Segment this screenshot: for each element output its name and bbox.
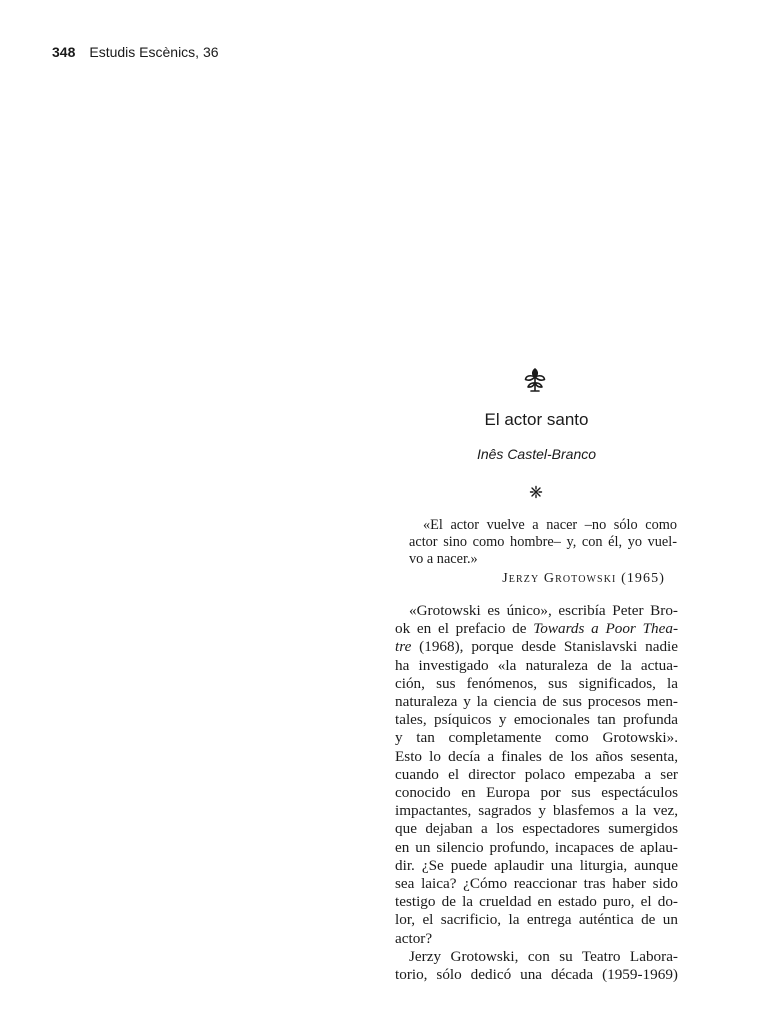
body-line-segment: (1968), porque desde Stanislavski nadie <box>411 638 678 656</box>
epigraph-attribution: Jerzy Grotowski (1965) <box>502 571 665 586</box>
body-line: sea laica? ¿Cómo reaccionar tras haber sido <box>395 875 678 893</box>
body-line: impactantes, sagrados y blasfemos a la vez, <box>395 802 678 820</box>
body-line <box>395 638 678 656</box>
book-title: Towards a Poor Thea- <box>533 620 679 638</box>
body-line: «Grotowski es único», escribía Peter Bro- <box>409 602 678 619</box>
body-line: en un silencio profundo, incapaces de aplau- <box>395 838 678 856</box>
body-line: torio, sólo dedicó una década (1959-1969) <box>395 966 678 984</box>
book-title: tre <box>395 638 412 656</box>
body-line: conocido en Europa por sus espectáculos <box>395 784 678 802</box>
body-text <box>395 602 678 984</box>
journal-name: Estudis Escènics, 36 <box>89 44 219 60</box>
article-title: El actor santo <box>484 410 589 429</box>
asterism-ornament-icon <box>529 485 543 499</box>
epigraph-line: «El actor vuelve a nacer –no sólo como <box>423 517 677 533</box>
epigraph <box>409 517 677 568</box>
body-line: y tan completamente como Grotowski». <box>395 729 678 747</box>
body-line: testigo de la crueldad en estado puro, el do- <box>395 893 678 911</box>
body-line <box>395 620 678 638</box>
body-line: Esto lo decía a finales de los años sesenta, <box>395 747 678 765</box>
body-line-segment: ok en el prefacio de <box>395 620 534 638</box>
body-line: actor? <box>395 929 433 947</box>
page-number: 348 <box>52 44 76 60</box>
article-author: Inês Castel-Branco <box>476 446 597 462</box>
running-head <box>52 44 219 60</box>
body-line: dir. ¿Se puede aplaudir una liturgia, aunque <box>395 856 678 874</box>
epigraph-line: vo a nacer.» <box>409 551 478 567</box>
epigraph-line: actor sino como hombre– y, con él, yo vuel- <box>409 534 677 550</box>
body-line: que dejaban a los espectadores sumergidos <box>395 820 678 838</box>
body-line: ha investigado «la naturaleza de la actua- <box>395 656 678 674</box>
body-line: lor, el sacrificio, la entrega auténtica de un <box>395 911 678 929</box>
body-line: cuando el director polaco empezaba a ser <box>395 765 678 783</box>
body-line: Jerzy Grotowski, con su Teatro Labora- <box>409 947 678 965</box>
flower-ornament-icon <box>522 366 548 394</box>
body-line: tales, psíquicos y emocionales tan profunda <box>395 711 678 729</box>
body-line: naturaleza y la ciencia de sus procesos men- <box>395 693 678 711</box>
body-line: ción, sus fenómenos, sus significados, la <box>395 674 678 692</box>
